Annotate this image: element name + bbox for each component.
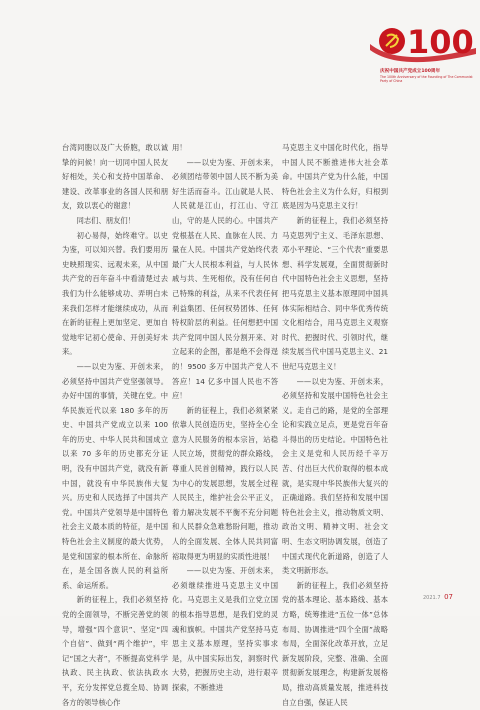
paragraph: 马克思主义中国化时代化，指导中国人民不断推进伟大社会革命。中国共产党为什么能，中国特色社会主义为什么好，归根到底是因为马克思主义行！: [282, 143, 388, 211]
centenary-logo-icon: [360, 8, 480, 68]
paragraph: 新的征程上，我们必须坚持马克思列宁主义、毛泽东思想、邓小平理论、“三个代表”重要思想、科学发展观，全面贯彻新时代中国特色社会主义思想，坚持把马克思主义基本原理同中国具体实际相结合、同中华优秀传统文化相结合，用马克思主义观察时代、把握时代、引领时代，继续发展当代中国马克思主义、21 世纪马克思主义！: [282, 215, 388, 371]
paragraph: 初心易得，始终难守。以史为鉴，可以知兴替。我们要用历史映照现实、远观未来，从中国共产党的百年奋斗中看清楚过去我们为什么能够成功、弄明白未来我们怎样才能继续成功，从而在新的征程上更加坚定、更加自觉地牢记初心使命、开创美好未来。: [62, 230, 168, 357]
centenary-emblem: [360, 8, 480, 100]
text-column-2: [172, 141, 278, 696]
emblem-number: 100: [407, 23, 474, 61]
paragraph: ——以史为鉴、开创未来，必须继续推进马克思主义中国化。马克思主义是我们立党立国的根本指导思想，是我们党的灵魂和旗帜。中国共产党坚持马克思主义基本原理，坚持实事求是，从中国实际出发，洞察时代大势，把握历史主动，进行艰辛探索，不断推进: [172, 566, 278, 692]
paragraph: 新的征程上，我们必须坚持党的基本理论、基本路线、基本方略，统筹推进“五位一体”总体布局、协调推进“四个全面”战略布局，全面深化改革开放，立足新发展阶段，完整、准确、全面贯彻新发展理念，构建新发展格局，推动高质量发展，推进科技自立自强，保证人民: [282, 580, 388, 707]
page-footer: [423, 593, 453, 601]
paragraph: 用！: [172, 143, 187, 152]
paragraph: ——以史为鉴、开创未来，必须坚持中国共产党坚强领导。办好中国的事情，关键在党。中华民族近代以来 180 多年的历史、中国共产党成立以来 100 年的历史、中华人民共和国成立以来 70 多年的历史都充分证明，没有中国共产党，就没有新中国，就没有中华民族伟大复兴。历史和人民选择了中国共产党。中国共产党领导是中国特色社会主义最本质的特征，是中国特色社会主义制度的最大优势，是党和国家的根本所在、命脉所在，是全国各族人民的利益所系、命运所系。: [62, 361, 168, 590]
paragraph: 台湾同胞以及广大侨胞，敢以诚挚的问候！向一切同中国人民友好相处，关心和支持中国革命、建设、改革事业的各国人民和朋友，致以衷心的谢意！: [62, 143, 168, 211]
text-column-1: [62, 141, 168, 710]
paragraph: ——以史为鉴、开创未来，必须团结带领中国人民不断为美好生活而奋斗。江山就是人民、人民就是江山，打江山、守江山，守的是人民的心。中国共产党根基在人民、血脉在人民、力量在人民。中国共产党始终代表最广大人民根本利益，与人民休戚与共、生死相依，没有任何自己特殊的利益，从来不代表任何利益集团、任何权势团体、任何特权阶层的利益。任何想把中国共产党同中国人民分割开来、对立起来的企图，都是绝不会得逞的！9500 多万中国共产党人不答应！14 亿多中国人民也不答应！: [172, 157, 278, 401]
emblem-cn-text: 庆祝中国共产党成立100周年: [380, 69, 441, 74]
paragraph: ——以史为鉴、开创未来，必须坚持和发展中国特色社会主义。走自己的路，是党的全部理论和实践立足点，更是党百年奋斗得出的历史结论。中国特色社会主义是党和人民历经千辛万苦、付出巨大代价取得的根本成就，是实现中华民族伟大复兴的正确道路。我们坚持和发展中国特色社会主义，推动物质文明、政治文明、精神文明、社会文明、生态文明协调发展，创造了中国式现代化新道路，创造了人类文明新形态。: [282, 376, 388, 576]
page-number: 07: [444, 593, 454, 601]
text-column-3: [282, 141, 388, 710]
issue-date: 2021.7: [423, 595, 441, 601]
paragraph: 新的征程上，我们必须坚持党的全面领导，不断完善党的领导，增强“四个意识”、坚定“四个自信”、做到“两个维护”，牢记“国之大者”，不断提高党科学执政、民主执政、依法执政水平，充分发挥党总揽全局、协调各方的领导核心作: [62, 595, 168, 707]
paragraph: 新的征程上，我们必须紧紧依靠人民创造历史，坚持全心全意为人民服务的根本宗旨，站稳人民立场，贯彻党的群众路线，尊重人民首创精神，践行以人民为中心的发展思想，发展全过程人民民主，维护社会公平正义，着力解决发展不平衡不充分问题和人民群众急难愁盼问题，推动人的全面发展、全体人民共同富裕取得更为明显的实质性进展！: [172, 405, 278, 561]
emblem-en-text: The 100th Anniversary of the Founding of The Communist Party of China: [380, 75, 473, 83]
paragraph: 同志们、朋友们！: [76, 215, 135, 225]
